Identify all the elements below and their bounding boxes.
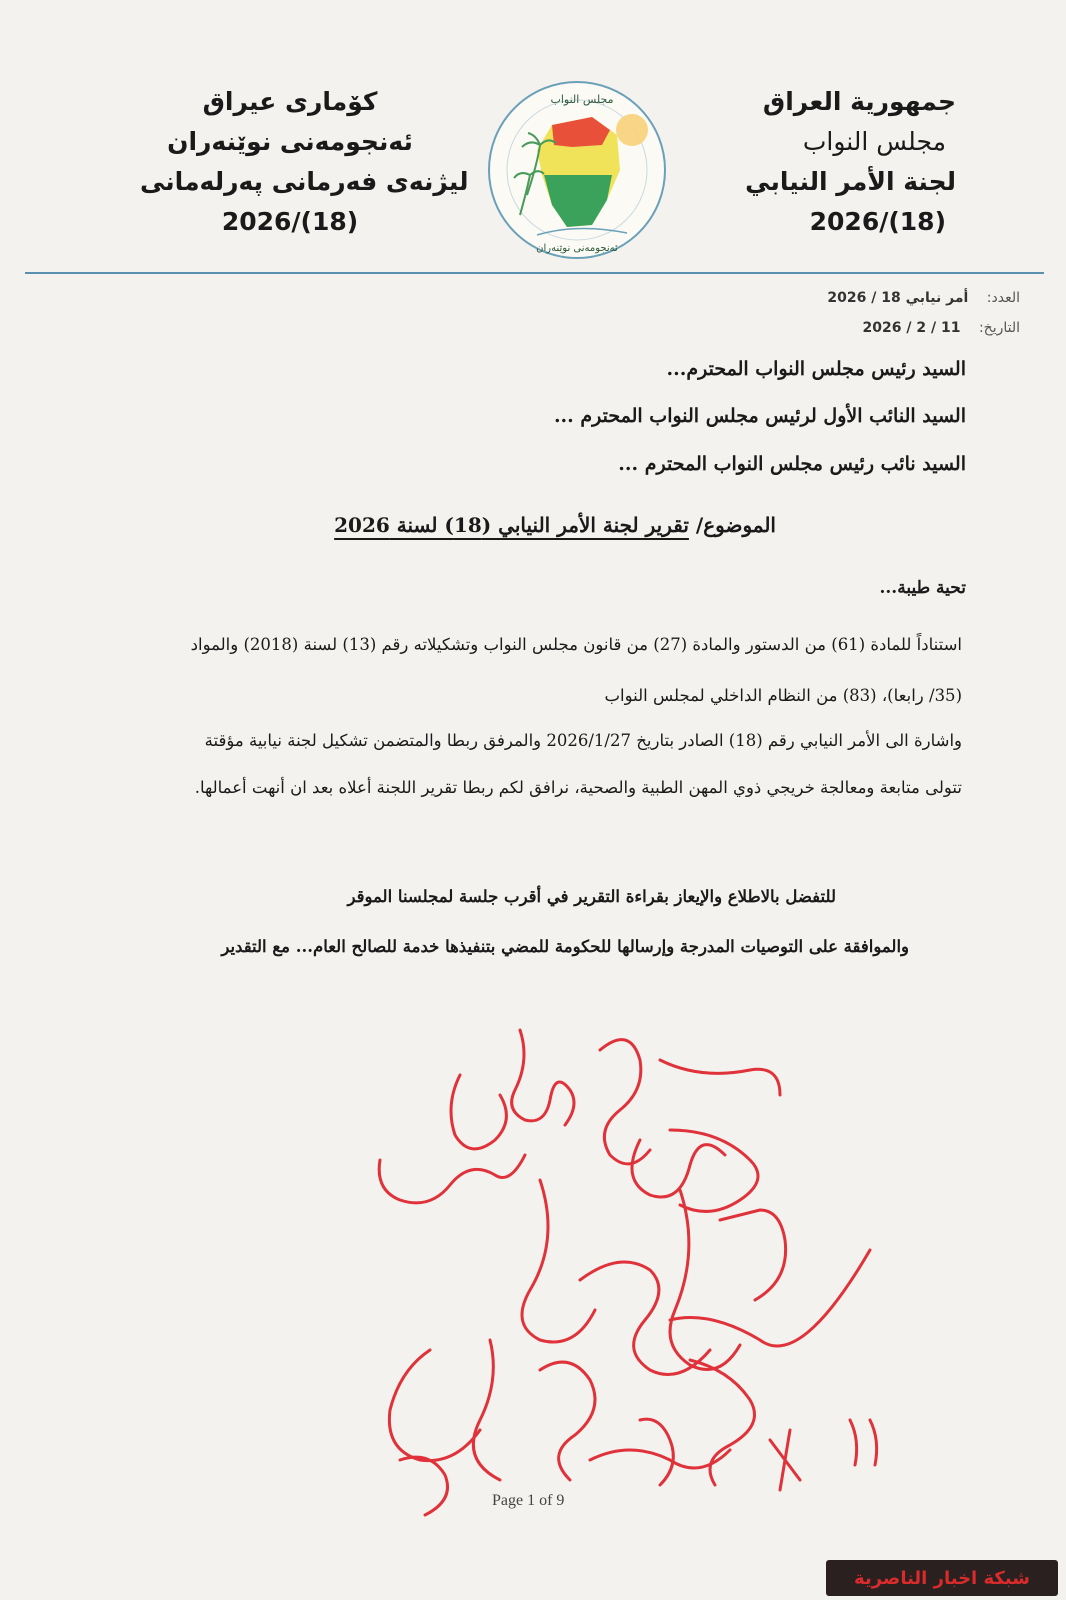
document-date xyxy=(863,320,1020,336)
header-arabic-council: مجلس النواب xyxy=(802,127,946,156)
subject-line xyxy=(334,513,776,537)
parliament-seal-icon xyxy=(482,75,672,265)
body-line-1: استناداً للمادة (61) من الدستور والمادة (27) من قانون مجلس النواب وتشكيلاته رقم (13) لسنة (2018) والمواد xyxy=(190,635,962,654)
header-kurdish xyxy=(140,82,469,242)
date-value: 11 / 2 / 2026 xyxy=(862,320,961,336)
body-line-3: واشارة الى الأمر النيابي رقم (18) الصادر بتاريخ 2026/1/27 والمرفق ربطا والمتضمن تشكيل لجنة نيابية مؤقتة xyxy=(204,731,962,750)
seal-bottom-text: ئەنجومەنی نوێنەران xyxy=(536,243,618,254)
watermark-stamp: شبكة اخبار الناصرية xyxy=(826,1560,1058,1596)
addressee-1: السيد رئيس مجلس النواب المحترم... xyxy=(666,358,966,380)
document-number xyxy=(827,290,1020,306)
addressee-2: السيد النائب الأول لرئيس مجلس النواب المحترم ... xyxy=(553,405,966,427)
header-arabic-country: جمهورية العراق xyxy=(762,87,956,116)
header-kurdish-council: ئەنجومەنی نوێنەران xyxy=(167,127,413,156)
header-kurdish-country: كۆماری عیراق xyxy=(202,87,378,116)
header-arabic-committee: لجنة الأمر النيابي xyxy=(745,167,956,196)
body-line-4: تتولى متابعة ومعالجة خريجي ذوي المهن الطبية والصحية، نرافق لكم ربطا تقرير اللجنة أعلاه بعد ان أنهت أعمالها. xyxy=(194,778,962,797)
header-arabic xyxy=(716,82,956,242)
closing-line-1: للتفضل بالاطلاع والإيعاز بقراءة التقرير في أقرب جلسة لمجلسنا الموقر xyxy=(347,887,836,906)
subject-label: الموضوع/ xyxy=(695,513,776,537)
addressee-3: السيد نائب رئيس مجلس النواب المحترم ... xyxy=(618,453,966,475)
number-value: أمر نيابي 18 / 2026 xyxy=(827,290,969,306)
subject-text: تقرير لجنة الأمر النيابي (18) لسنة 2026 xyxy=(334,513,689,537)
seal-top-text: مجلس النواب xyxy=(550,93,614,106)
header-divider xyxy=(25,272,1044,274)
body-line-2: (35/ رابعا)، (83) من النظام الداخلي لمجلس النواب xyxy=(604,686,962,705)
header-kurdish-committee: لیژنەی فەرمانی پەرلەمانی xyxy=(140,167,469,196)
handwritten-signature xyxy=(340,1020,900,1540)
number-label: العدد: xyxy=(986,290,1020,306)
page-number: Page 1 of 9 xyxy=(492,1492,565,1509)
date-label: التاريخ: xyxy=(978,320,1020,336)
header-kurdish-number: 2026/(18) xyxy=(221,207,359,236)
greeting: تحية طيبة... xyxy=(879,578,966,598)
header-arabic-number: 2026/(18) xyxy=(809,207,946,236)
closing-line-2: والموافقة على التوصيات المدرجة وإرسالها للحكومة للمضي بتنفيذها خدمة للصالح العام... مع التقدير xyxy=(221,937,909,956)
